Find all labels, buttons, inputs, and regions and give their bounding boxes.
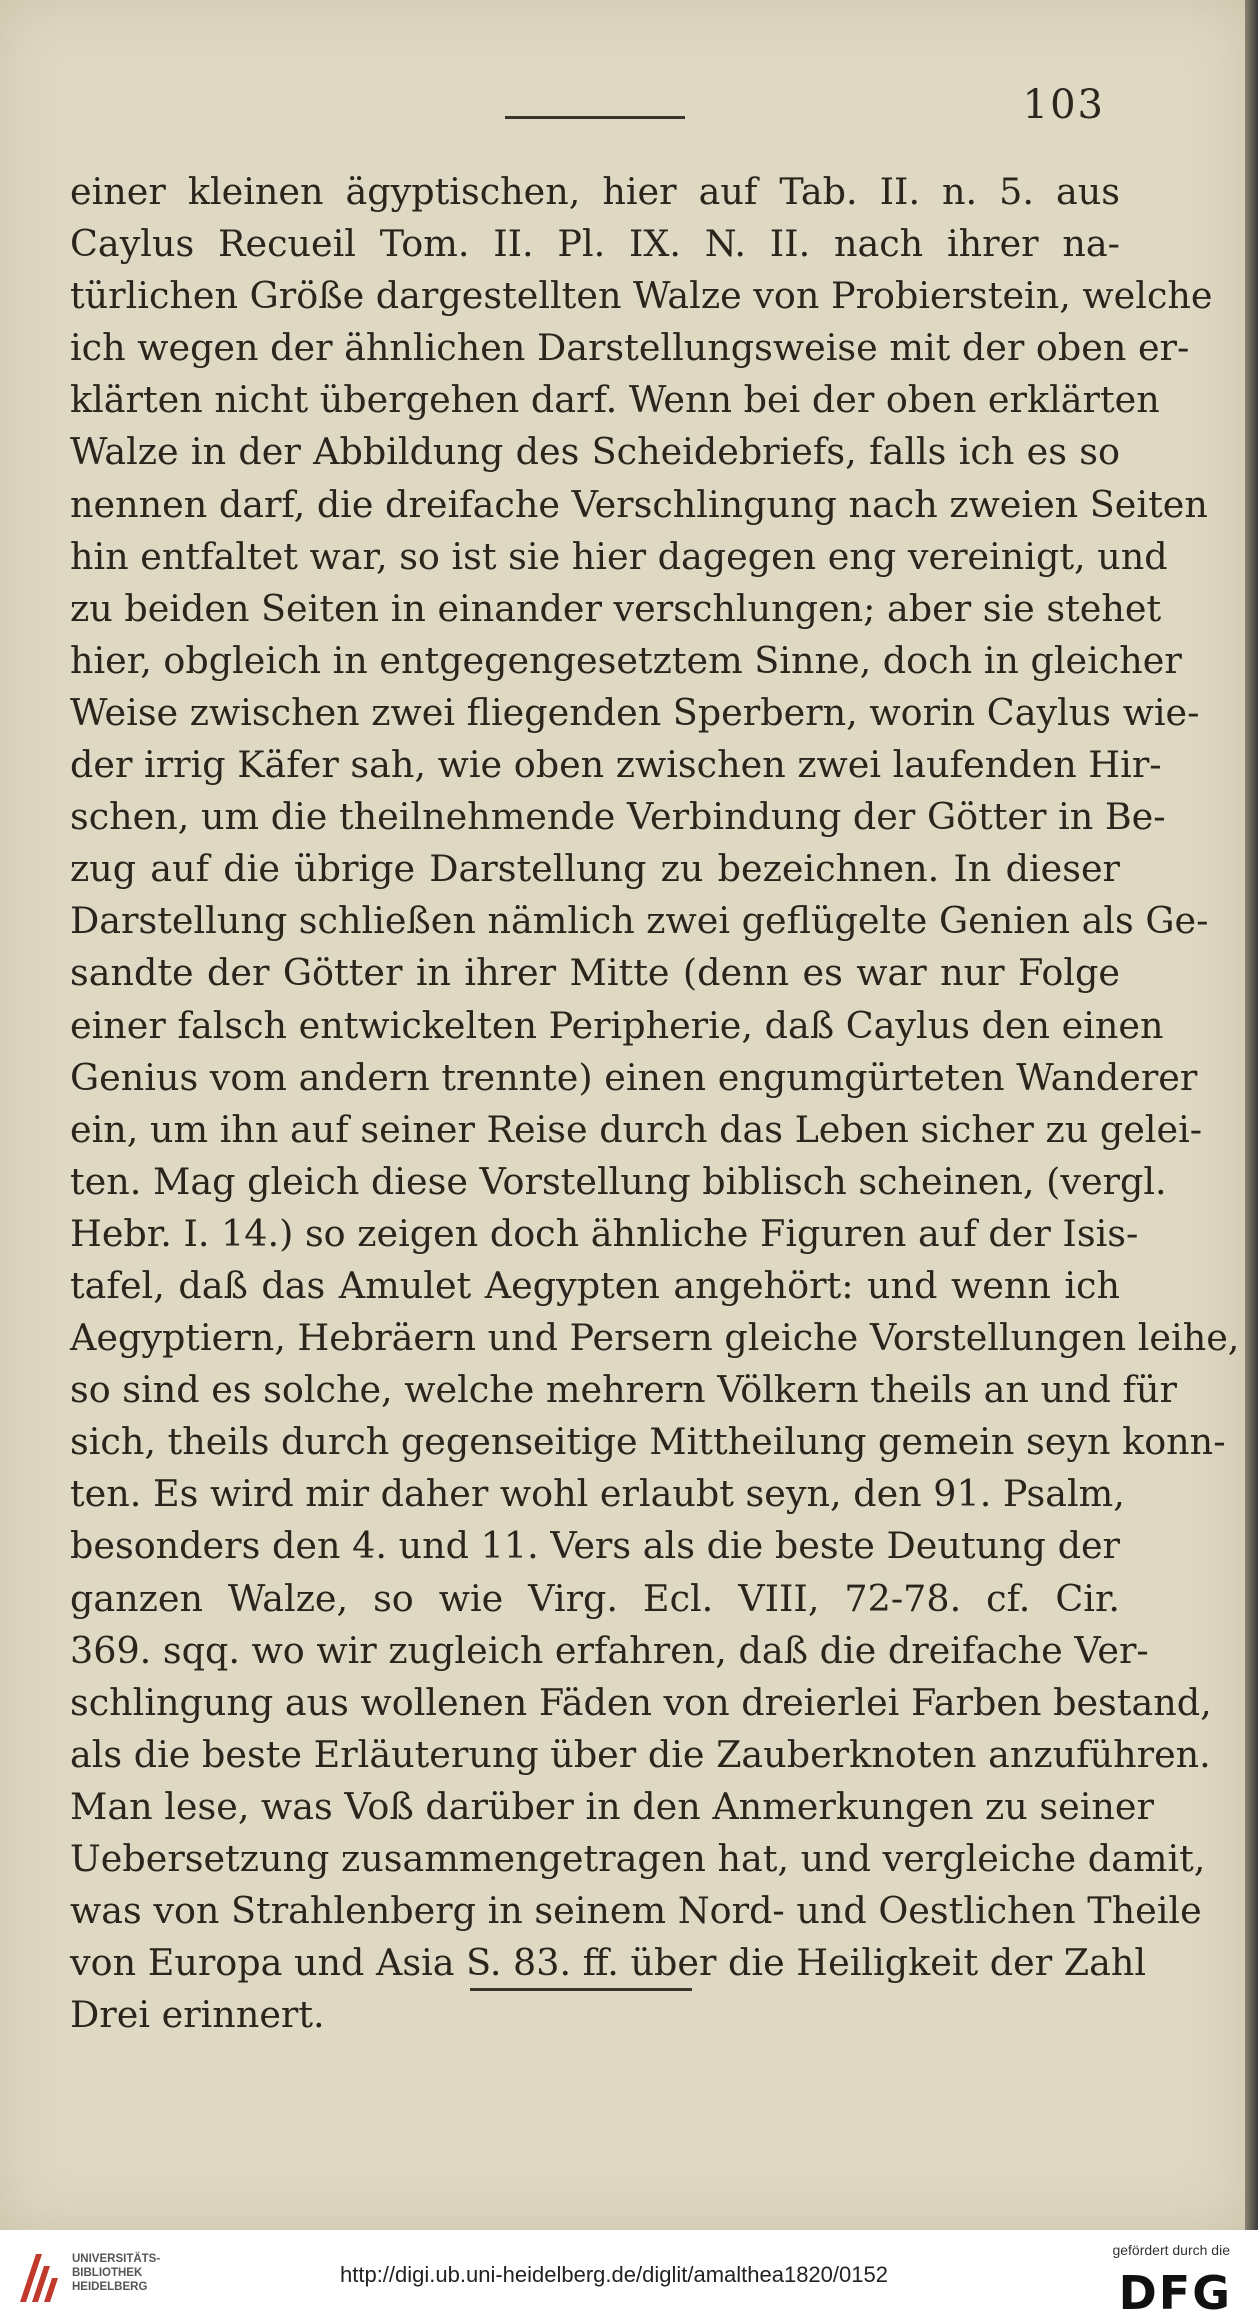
text-line: zu beiden Seiten in einander verschlungen; aber sie stehet	[70, 586, 1162, 630]
text-line: ein, um ihn auf seiner Reise durch das Leben sicher zu gelei-	[70, 1107, 1203, 1151]
page-number: 103	[1022, 82, 1105, 128]
closing-rule	[470, 1988, 692, 1991]
text-line: als die beste Erläuterung über die Zauberknoten anzuführen.	[70, 1732, 1211, 1776]
page-edge-shadow	[1245, 0, 1258, 2230]
funding-note: gefördert durch die	[1112, 2242, 1230, 2258]
text-line: tafel, daß das Amulet Aegypten angehört: und wenn ich	[70, 1263, 1120, 1307]
text-line: ten. Es wird mir daher wohl erlaubt seyn, den 91. Psalm,	[70, 1472, 1125, 1516]
text-line: schlingung aus wollenen Fäden von dreierlei Farben bestand,	[70, 1680, 1212, 1724]
text-line: sich, theils durch gegenseitige Mittheilung gemein seyn konn-	[70, 1420, 1226, 1464]
text-line: Caylus Recueil Tom. II. Pl. IX. N. II. nach ihrer na-	[70, 222, 1120, 266]
text-line: Weise zwischen zwei fliegenden Sperbern, worin Caylus wie-	[70, 690, 1200, 734]
body-text	[70, 166, 1240, 2041]
text-line: sandte der Götter in ihrer Mitte (denn es war nur Folge	[70, 951, 1120, 995]
text-line: was von Strahlenberg in seinem Nord- und Oestlichen Theile	[70, 1889, 1202, 1933]
permalink-url[interactable]: http://digi.ub.uni-heidelberg.de/diglit/amalthea1820/0152	[340, 2262, 888, 2287]
text-line: der irrig Käfer sah, wie oben zwischen zwei laufenden Hir-	[70, 743, 1162, 787]
text-line: Walze in der Abbildung des Scheidebriefs, falls ich es so	[70, 430, 1120, 474]
library-name-line: HEIDELBERG	[72, 2281, 148, 2293]
library-name	[72, 2252, 160, 2294]
dfg-logo: DFG	[1118, 2266, 1232, 2320]
text-line: Hebr. I. 14.) so zeigen doch ähnliche Figuren auf der Isis-	[70, 1211, 1139, 1255]
text-line: schen, um die theilnehmende Verbindung der Götter in Be-	[70, 795, 1166, 839]
text-line: Darstellung schließen nämlich zwei geflügelte Genien als Ge-	[70, 899, 1209, 943]
header-rule	[505, 116, 685, 119]
text-line: Drei erinnert.	[70, 1993, 325, 2037]
text-line: hin entfaltet war, so ist sie hier dagegen eng vereinigt, und	[70, 534, 1168, 578]
heidelberg-library-logo-icon	[14, 2248, 62, 2308]
text-line: klärten nicht übergehen darf. Wenn bei der oben erklärten	[70, 378, 1160, 422]
library-name-line: UNIVERSITÄTS-	[72, 2253, 161, 2265]
text-line: Aegyptiern, Hebräern und Persern gleiche Vorstellungen leihe,	[70, 1316, 1240, 1360]
text-line: einer falsch entwickelten Peripherie, daß Caylus den einen	[70, 1003, 1164, 1047]
text-line: hier, obgleich in entgegengesetztem Sinne, doch in gleicher	[70, 638, 1182, 682]
text-line: Genius vom andern trennte) einen engumgürteten Wanderer	[70, 1055, 1198, 1099]
text-line: ten. Mag gleich diese Vorstellung biblisch scheinen, (vergl.	[70, 1159, 1167, 1203]
text-line: ich wegen der ähnlichen Darstellungsweise mit der oben er-	[70, 326, 1190, 370]
text-line: einer kleinen ägyptischen, hier auf Tab. II. n. 5. aus	[70, 170, 1120, 213]
library-name-line: BIBLIOTHEK	[72, 2267, 143, 2279]
text-line: ganzen Walze, so wie Virg. Ecl. VIII, 72-78. cf. Cir.	[70, 1576, 1120, 1620]
text-line: von Europa und Asia S. 83. ff. über die Heiligkeit der Zahl	[70, 1941, 1147, 1985]
text-line: Uebersetzung zusammengetragen hat, und vergleiche damit,	[70, 1837, 1206, 1880]
text-line: so sind es solche, welche mehrern Völkern theils an und für	[70, 1368, 1177, 1412]
text-line: besonders den 4. und 11. Vers als die beste Deutung der	[70, 1524, 1120, 1568]
text-line: Man lese, was Voß darüber in den Anmerkungen zu seiner	[70, 1784, 1154, 1828]
text-line: 369. sqq. wo wir zugleich erfahren, daß die dreifache Ver-	[70, 1628, 1149, 1672]
text-line: zug auf die übrige Darstellung zu bezeichnen. In dieser	[70, 847, 1120, 891]
text-line: nennen darf, die dreifache Verschlingung nach zweien Seiten	[70, 482, 1208, 526]
text-line: türlichen Größe dargestellten Walze von Probierstein, welche	[70, 274, 1213, 318]
digitization-footer	[0, 2230, 1258, 2321]
